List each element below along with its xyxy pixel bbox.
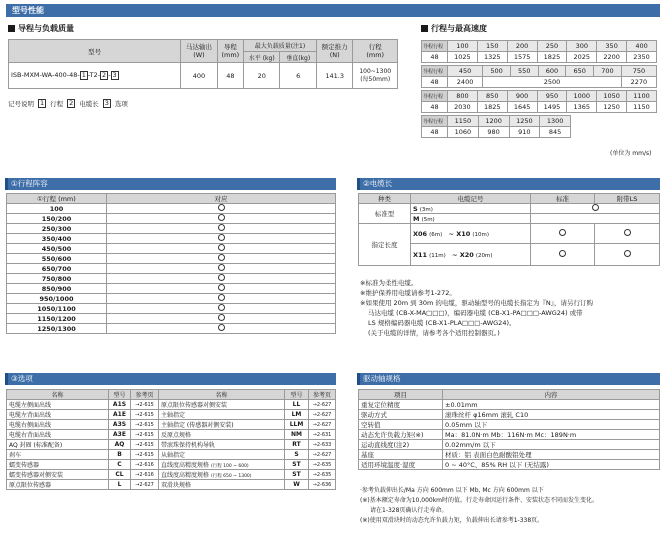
stroke-section-bar: ①行程阵容 bbox=[6, 178, 336, 190]
thrust-value: 141.3 bbox=[316, 63, 352, 89]
table-row: 电缆左背面出线 A1E →2-615 主轴指定 LM →2-627 bbox=[7, 410, 336, 420]
table-row bbox=[7, 204, 336, 214]
speed-tables bbox=[421, 40, 657, 138]
stroke-lead-label: 导程行程 bbox=[422, 41, 448, 52]
motor-value: 400 bbox=[181, 63, 217, 89]
drive-section-bar: 驱动轴规格 bbox=[358, 373, 660, 385]
circle-icon bbox=[218, 234, 225, 241]
cable-section-bar: ②电缆长 bbox=[358, 178, 660, 190]
speed-title-text: 行程与最高速度 bbox=[431, 24, 487, 33]
model-code: ISB-MXM-WA-400-48- 1 -T2- 2 - 3 bbox=[9, 63, 181, 89]
stroke-cell: 350/400 bbox=[7, 234, 107, 244]
table-row: 电缆右背面出线 A3E →2-615 反原点规格 NM →2-631 bbox=[7, 430, 336, 440]
guide-load-table bbox=[8, 39, 398, 89]
speed-block-4: 导程行程 1150 1200 1250 1300 48 1060 980 910 845 bbox=[421, 115, 571, 138]
table-row bbox=[7, 234, 336, 244]
square-icon bbox=[421, 25, 428, 32]
table-row bbox=[7, 214, 336, 224]
table-row: AQ 封圈 (标准配备) AQ →2-615 带滚珠保持机构导轨 RT →2-633 bbox=[7, 440, 336, 450]
page-title: 型号性能 bbox=[12, 6, 44, 15]
cable-notes: ※标准为柔性电缆。 ※维护保养用电缆请参考1-272。 ※如果使用 20m 到 30m 的电缆，驱动轴型号的电缆长指定为『N』，请另行订购 马达电缆 (CB-X-MA□□□)，编码器电缆 (CB-X1-PA□□□-AWG24) 或带 LS 规格编码器电缆 (CB-X1-PLA□□□-AWG24)。 (关于电缆的详情，请参考各个适用控制器页。) bbox=[360, 279, 594, 337]
circle-icon bbox=[559, 250, 566, 257]
table-row: 刹车 B →2-615 从轴指定 S →2-627 bbox=[7, 450, 336, 460]
table-row bbox=[7, 274, 336, 284]
page-header-bar bbox=[6, 4, 660, 17]
speed-title bbox=[421, 23, 487, 34]
circle-icon bbox=[624, 250, 631, 257]
col-thrust: 额定推力 (N) bbox=[316, 40, 352, 63]
stroke-cell: 950/1000 bbox=[7, 294, 107, 304]
options-section-bar: ③选项 bbox=[6, 373, 336, 385]
circle-icon bbox=[218, 254, 225, 261]
table-row: 基座 材质：铝 表面白色耐酸铝处理 bbox=[359, 450, 660, 460]
col-lead: 导程 (mm) bbox=[217, 40, 243, 63]
speed-block-2: 导程行程 450 500 550 600 650 700 750 48 2400 2500 2270 bbox=[421, 65, 657, 88]
options-table: 名称 型号 参考页 名称 型号 参考页 电缆左侧面出线 A1S →2-615 原点限位传感器对侧安装 LL →2-627 电缆左背面出线 A1E →2-615 主轴指定 LM →2-627 电缆右侧面出线 A3S →2-615 主轴指定 (传感器对侧安装) LLM →2-627 电缆右背面出线 A3E →2-615 反原点规格 NM →2-631 AQ 封圈 (标准配备) AQ →2-615 带滚珠保持机构导轨 RT →2-633 刹车 B →2-615 从轴指定 S →2-627 蠕变传感器 C →2-616 直线度高精度规格 (行程 100 ~ 600) ST →2-635 蠕变传感器对侧安装 CL →2-616 直线度高精度规格 (行程 650 ~ 1300) ST →2-635 原点限位传感器 L →2-627 双滑块规格 W →2-636 bbox=[6, 389, 336, 490]
stroke-cell: 850/900 bbox=[7, 284, 107, 294]
stroke-cell: 550/600 bbox=[7, 254, 107, 264]
circle-icon bbox=[218, 294, 225, 301]
table-row bbox=[7, 244, 336, 254]
guide-load-title bbox=[8, 23, 74, 34]
table-row bbox=[7, 314, 336, 324]
speed-unit-note: (单位为 mm/s) bbox=[610, 150, 652, 157]
circle-icon bbox=[559, 229, 566, 236]
col-load: 最大负载质量(注1) bbox=[244, 40, 317, 52]
circle-icon bbox=[218, 244, 225, 251]
cable-spec-type: 指定长度 bbox=[359, 224, 411, 266]
circle-icon bbox=[218, 324, 225, 331]
square-icon bbox=[8, 25, 15, 32]
circle-icon bbox=[218, 264, 225, 271]
stroke-cell: 150/200 bbox=[7, 214, 107, 224]
circle-icon bbox=[218, 314, 225, 321]
stroke-cell: 750/800 bbox=[7, 274, 107, 284]
table-row bbox=[7, 294, 336, 304]
drive-table: 项目 内容 重复定位精度 ±0.01mm 驱动方式 滚珠丝杆 φ16mm 滚轧 C10 空转值 0.05mm 以下 动态允许负载力矩(※) Ma：81.0N·m Mb：116N·m Mc：189N·m 运动直线度(注2) 0.02mm/m 以下 基座 材质：铝 表面白色耐酸铝处理 适用环境温度·湿度 0 ~ 40°C、85% RH 以下 (无结露) bbox=[358, 389, 660, 470]
cable-std-type: 标准型 bbox=[359, 204, 411, 224]
load-v-value: 6 bbox=[280, 63, 316, 89]
table-row bbox=[7, 254, 336, 264]
table-row: 电缆左侧面出线 A1S →2-615 原点限位传感器对侧安装 LL →2-627 bbox=[7, 400, 336, 410]
stroke-cell: 250/300 bbox=[7, 224, 107, 234]
table-row: 空转值 0.05mm 以下 bbox=[359, 420, 660, 430]
table-row: 运动直线度(注2) 0.02mm/m 以下 bbox=[359, 440, 660, 450]
table-row: 原点限位传感器 L →2-627 双滑块规格 W →2-636 bbox=[7, 480, 336, 490]
stroke-cell: 650/700 bbox=[7, 264, 107, 274]
drive-notes: ·参考负载伸出长/Ma 方向 600mm 以下 Mb, Mc 方向 600mm 以下 (※)基本额定寿命为10,000km时的值。行走寿命因运行条件、安装状态不同而发生变化。 请在1-328页确认行走寿命。 (※)使用双滑块时的动态允许负载力矩，负载伸出长请参考1-338页。 bbox=[360, 487, 599, 524]
legend: 记号说明 1 行程 2 电缆长 3 选项 bbox=[8, 99, 128, 108]
table-row: 蠕变传感器对侧安装 CL →2-616 直线度高精度规格 (行程 650 ~ 1300) ST →2-635 bbox=[7, 470, 336, 480]
cable-table: 种类 电缆记号 标准 附带LS 标准型 S (3m) M (5m) 指定长度 X06 (6m) ~ X10 (10m) X11 (11m) ~ X20 (20m) bbox=[358, 193, 660, 266]
col-model: 型号 bbox=[9, 40, 181, 63]
circle-icon bbox=[218, 204, 225, 211]
stroke-cell: 450/500 bbox=[7, 244, 107, 254]
table-row bbox=[7, 224, 336, 234]
table-row bbox=[7, 304, 336, 314]
circle-icon bbox=[624, 229, 631, 236]
col-stroke: 行程 (mm) bbox=[353, 40, 398, 63]
table-row: 重复定位精度 ±0.01mm bbox=[359, 400, 660, 410]
circle-icon bbox=[218, 284, 225, 291]
stroke-table: ①行程 (mm) 对应 100 150/200 250/300 350/400 450/500 550/600 650/700 750/800 850/900 950/1000 1050/1100 1150/1200 1250/1300 bbox=[6, 193, 336, 334]
stroke-value: 100~1300 (每50mm) bbox=[353, 63, 398, 89]
guide-load-title-text: 导程与负载质量 bbox=[18, 24, 74, 33]
circle-icon bbox=[592, 204, 599, 211]
circle-icon bbox=[218, 224, 225, 231]
stroke-cell: 1050/1100 bbox=[7, 304, 107, 314]
table-row: 适用环境温度·湿度 0 ~ 40°C、85% RH 以下 (无结露) bbox=[359, 460, 660, 470]
table-row: 动态允许负载力矩(※) Ma：81.0N·m Mb：116N·m Mc：189N·m bbox=[359, 430, 660, 440]
circle-icon bbox=[218, 274, 225, 281]
table-row bbox=[7, 264, 336, 274]
load-h-value: 20 bbox=[244, 63, 280, 89]
lead-value: 48 bbox=[217, 63, 243, 89]
stroke-cell: 1150/1200 bbox=[7, 314, 107, 324]
col-motor: 马达输出 (W) bbox=[181, 40, 217, 63]
stroke-cell: 100 bbox=[7, 204, 107, 214]
table-row: 电缆右侧面出线 A3S →2-615 主轴指定 (传感器对侧安装) LLM →2-627 bbox=[7, 420, 336, 430]
circle-icon bbox=[218, 304, 225, 311]
table-row: 驱动方式 滚珠丝杆 φ16mm 滚轧 C10 bbox=[359, 410, 660, 420]
table-row bbox=[7, 324, 336, 334]
table-row: 蠕变传感器 C →2-616 直线度高精度规格 (行程 100 ~ 600) ST →2-635 bbox=[7, 460, 336, 470]
col-load-v: 垂直(kg) bbox=[280, 52, 316, 63]
speed-block-3: 导程行程 800 850 900 950 1000 1050 1100 48 2030 1825 1645 1495 1365 1250 1150 bbox=[421, 90, 657, 113]
speed-block-1: 导程行程 100 150 200 250 300 350 400 48 1025 1325 1575 1825 2025 2200 2350 bbox=[421, 40, 657, 63]
table-row bbox=[7, 284, 336, 294]
stroke-cell: 1250/1300 bbox=[7, 324, 107, 334]
col-load-h: 水平 (kg) bbox=[244, 52, 280, 63]
circle-icon bbox=[218, 214, 225, 221]
